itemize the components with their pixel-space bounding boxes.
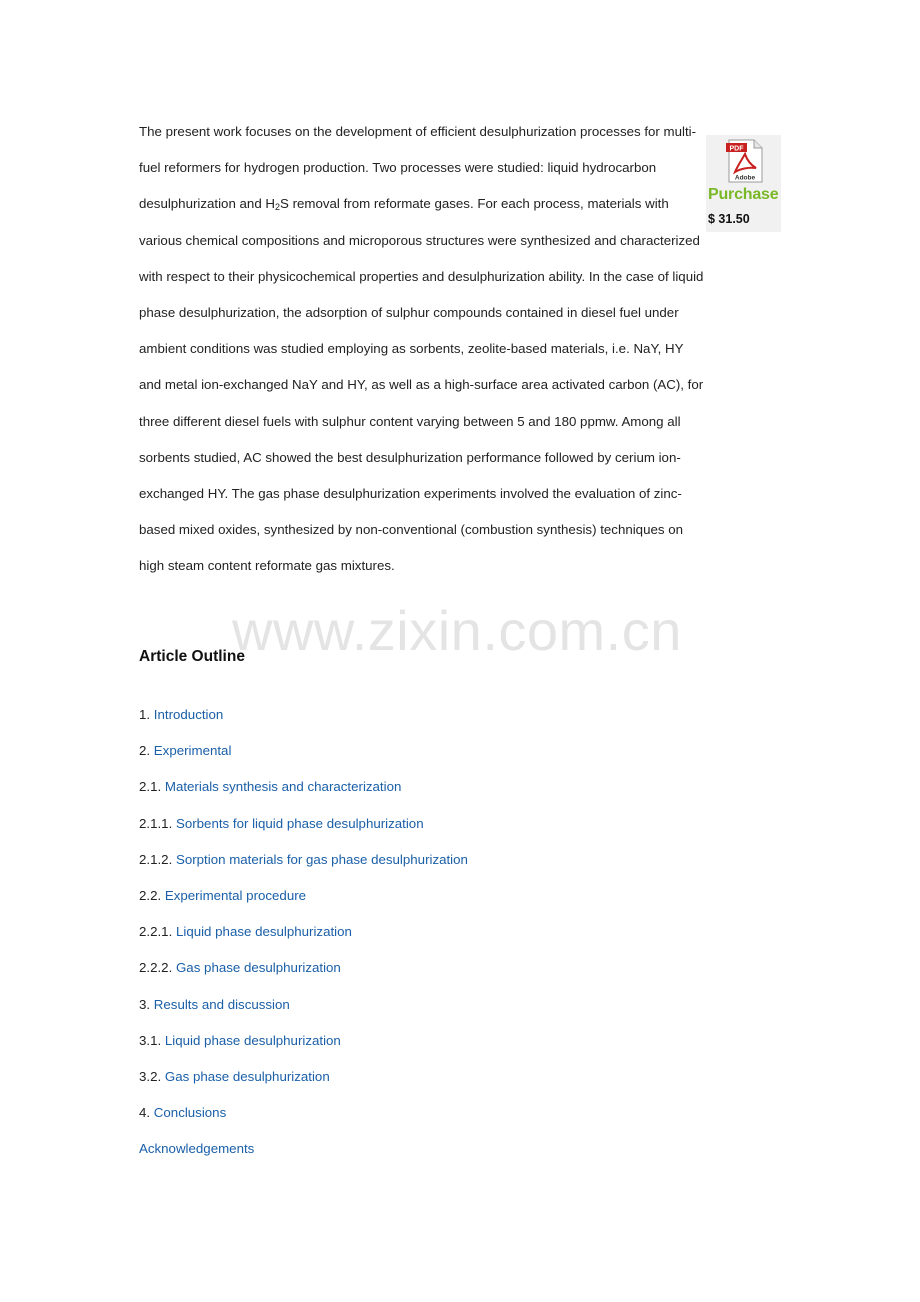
outline-link[interactable]: Conclusions — [153, 1105, 227, 1121]
outline-item — [139, 1131, 468, 1167]
outline-link[interactable]: Gas phase desulphurization — [164, 1068, 330, 1084]
outline-link[interactable]: Liquid phase desulphurization — [175, 924, 352, 940]
outline-link[interactable]: Gas phase desulphurization — [175, 960, 341, 976]
watermark: www.zixin.com.cn — [232, 599, 682, 662]
purchase-pdf-box[interactable] — [706, 135, 781, 232]
price-label: $ 31.50 — [708, 212, 750, 226]
outline-item-number: 2.1.1. — [139, 815, 176, 831]
outline-link[interactable]: Acknowledgements — [139, 1141, 255, 1157]
outline-item-number: 2.2.2. — [139, 960, 176, 976]
outline-item-number: 2.1. — [139, 779, 165, 795]
outline-item-number: 2. — [139, 743, 154, 759]
outline-item — [139, 1023, 468, 1059]
outline-link[interactable]: Liquid phase desulphurization — [164, 1032, 341, 1048]
outline-item — [139, 806, 468, 842]
outline-item — [139, 914, 468, 950]
h2s-subscript: 2 — [275, 202, 281, 213]
outline-link[interactable]: Introduction — [153, 707, 224, 722]
outline-link[interactable]: Experimental — [153, 743, 232, 759]
adobe-brand-text: Adobe — [734, 174, 756, 182]
outline-item — [139, 697, 468, 733]
abstract-text-part-2: S removal from reformate gases. For each process, materials with various chemical compositions and microporous structures were synthesized and characterized with respect to their physicochemical properties and desulphurization ability. In the case of liquid phase desulphurization, the adsorption of sulphur compounds contained in diesel fuel under ambient conditions was studied employing as sorbents, zeolite-based materials, i.e. NaY, HY and metal ion-exchanged NaY and HY, as well as a high-surface area activated carbon (AC), for three different diesel fuels with sulphur content varying between 5 and 180 ppmw. Among all sorbents studied, AC showed the best desulphurization performance followed by cerium ion-exchanged HY. The gas phase desulphurization experiments involved the evaluation of zinc-based mixed oxides, synthesized by non-conventional (combustion synthesis) techniques on high steam content reformate gas mixtures. — [139, 196, 704, 574]
outline-link[interactable]: Sorbents for liquid phase desulphurization — [175, 815, 424, 831]
outline-link[interactable]: Sorption materials for gas phase desulphurization — [175, 851, 468, 867]
outline-item — [139, 878, 468, 914]
abstract-text-part-1: The present work focuses on the development of efficient desulphurization processes for multi-fuel reformers for hydrogen production. Two processes were studied: liquid hydrocarbon desulphurization and H — [139, 124, 697, 212]
outline-item — [139, 987, 468, 1023]
outline-item — [139, 1095, 468, 1131]
outline-item-number: 3.2. — [139, 1068, 165, 1084]
outline-item — [139, 1059, 468, 1095]
outline-item-number: 2.2.1. — [139, 924, 176, 940]
outline-item-number: 3.1. — [139, 1032, 165, 1048]
outline-item-number: 3. — [139, 996, 154, 1012]
outline-item — [139, 950, 468, 986]
outline-item-number: 4. — [139, 1105, 154, 1121]
abstract-paragraph — [139, 114, 705, 585]
outline-item-number: 2.1.2. — [139, 851, 176, 867]
article-outline-list — [139, 697, 468, 1167]
outline-item — [139, 842, 468, 878]
outline-link[interactable]: Materials synthesis and characterization — [164, 779, 402, 795]
outline-link[interactable]: Experimental procedure — [164, 887, 307, 903]
purchase-link[interactable]: Purchase — [708, 186, 779, 203]
outline-item-number: 2.2. — [139, 887, 165, 903]
article-outline-heading: Article Outline — [139, 648, 245, 665]
outline-item-number: 1. — [139, 707, 154, 722]
outline-link[interactable]: Results and discussion — [153, 996, 290, 1012]
outline-item — [139, 769, 468, 805]
pdf-adobe-icon[interactable] — [726, 139, 764, 183]
outline-item — [139, 733, 468, 769]
pdf-badge-text: PDF — [729, 145, 744, 153]
